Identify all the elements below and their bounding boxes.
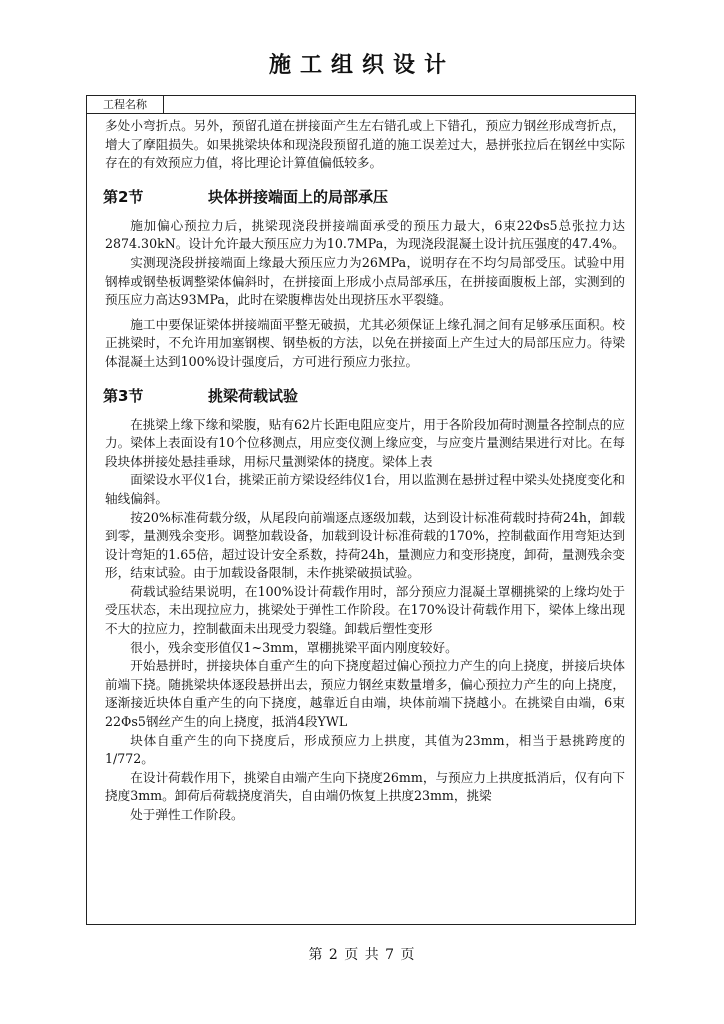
section-3-paragraph: 块体自重产生的向下挠度后，形成预应力上拱度，其值为23mm，相当于悬挑跨度的1/772。: [105, 732, 625, 767]
section-2-heading: [103, 187, 625, 207]
section-2-number: 第2节: [103, 187, 144, 206]
section-3-title: 挑梁荷载试验: [208, 386, 299, 405]
section-3-paragraph: 开始悬拼时，拼接块体自重产生的向下挠度超过偏心预拉力产生的向上挠度，拼接后块体前端下挠。随挑梁块体逐段悬拼出去，预应力钢丝束数量增多，偏心预拉力产生的向上挠度，逐渐接近块体自重产生的向下挠度，越靠近自由端，块体前端下挠越小。在挑梁自由端，6束22Φs5钢丝产生的向上挠度，抵消4段YWL: [105, 658, 625, 730]
intro-paragraph: 多处小弯折点。另外，预留孔道在拼接面产生左右错孔或上下错孔，预应力钢丝形成弯折点，增大了摩阻损失。如果挑梁块体和现浇段预留孔道的施工误差过大，悬拼张拉后在钢丝中实际存在的有效预应力值，将比理论计算值偏低较多。: [105, 118, 625, 171]
document-frame: [86, 95, 636, 925]
section-3-number: 第3节: [103, 386, 144, 405]
section-3-paragraph: 在设计荷载作用下，挑梁自由端产生向下挠度26mm，与预应力上拱度抵消后，仅有向下挠度3mm。卸荷后荷载挠度消失，自由端仍恢复上拱度23mm，挑梁: [105, 769, 625, 804]
project-name-label: 工程名称: [87, 96, 164, 113]
section-2-paragraph: 施加偏心预拉力后，挑梁现浇段拼接端面承受的预压力最大，6束22Φs5总张拉力达2874.30kN。设计允许最大预压应力为10.7MPa，为现浇段混凝土设计抗压强度的47.4%。: [105, 217, 625, 252]
section-2-paragraph: 实测现浇段拼接端面上缘最大预压应力为26MPa，说明存在不均匀局部受压。试验中用钢棒或钢垫板调整梁体偏斜时，在拼接面上形成小点局部承压，在拼接面腹板上部，实测到的预压应力高达93MPa，此时在梁腹榫齿处出现挤压水平裂缝。: [105, 254, 625, 308]
section-2-paragraph: 施工中要保证梁体拼接端面平整无破损，尤其必须保证上缘孔洞之间有足够承压面积。校正挑梁时，不允许用加塞钢楔、钢垫板的方法，以免在拼接面上产生过大的局部压应力。待梁体混凝土达到100%设计强度后，方可进行预应力张拉。: [105, 316, 625, 369]
section-3-paragraph: 按20%标准荷载分级，从尾段向前端逐点逐级加载，达到设计标准荷载时持荷24h，卸载到零，量测残余变形。调整加载设备，加载到设计标准荷载的170%，控制截面作用弯矩达到设计弯矩的1.65倍，超过设计安全系数，持荷24h，量测应力和变形挠度，卸荷，量测残余变形，结束试验。由于加载设备限制，未作挑梁破损试验。: [105, 509, 625, 581]
section-3-paragraph: 面梁设水平仪1台，挑梁正前方梁设经纬仪1台，用以监测在悬拼过程中梁头处挠度变化和轴线偏斜。: [105, 472, 625, 506]
section-3-paragraph: 在挑梁上缘下缘和梁腹，贴有62片长距电阻应变片，用于各阶段加荷时测量各控制点的应力。梁体上表面设有10个位移测点，用应变仪测上缘应变，与应变片量测结果进行对比。在每段块体拼接处悬挂垂球，用标尺量测梁体的挠度。梁体上表: [105, 416, 625, 469]
project-name-row: [87, 96, 635, 114]
document-body: [87, 114, 635, 825]
section-3-paragraph: 很小，残余变形值仅1~3mm，罩棚挑梁平面内刚度较好。: [130, 639, 458, 655]
project-name-value: [164, 96, 635, 113]
page-number-footer: 第 2 页 共 7 页: [308, 947, 416, 963]
section-3-heading: [103, 386, 625, 406]
document-title: 施工组织设计: [268, 53, 455, 78]
section-3-paragraph: 处于弹性工作阶段。: [130, 807, 244, 822]
section-3-paragraph: 荷载试验结果说明，在100%设计荷载作用时，部分预应力混凝土罩棚挑梁的上缘均处于受压状态，未出现拉应力，挑梁处于弹性工作阶段。在170%设计荷载作用下，梁体上缘出现不大的拉应力，控制截面未出现受力裂缝。卸载后塑性变形: [105, 583, 625, 637]
section-2-title: 块体拼接端面上的局部承压: [208, 187, 389, 206]
